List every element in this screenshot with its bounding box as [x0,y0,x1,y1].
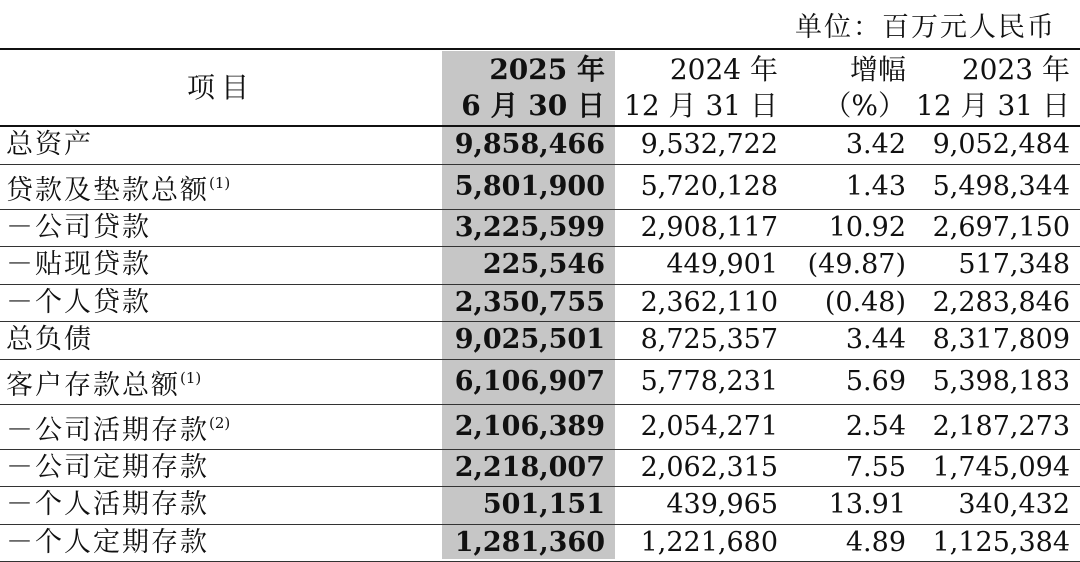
cell-2024-dec-31: 9,532,722 [640,129,778,161]
header-2025-line2: 6 月 30 日 [461,88,605,122]
cell-change-pct: 3.44 [845,324,906,356]
cell-2023-dec-31: 2,283,846 [932,286,1070,318]
header-2023-dec-31 [916,49,1080,126]
row-label [0,164,442,209]
unit-label: 单位：百万元人民币 [795,12,1056,43]
table-row [0,404,1080,449]
table-row [0,284,1080,322]
cell-2023-dec-31: 2,187,273 [932,410,1070,442]
cell-2024-dec-31: 2,062,315 [640,451,778,483]
cell-2023-dec-31: 340,432 [958,489,1070,521]
cell-2025-jun-30: 9,858,466 [454,129,605,161]
cell-2023-dec-31: 517,348 [958,249,1070,281]
cell-2025-jun-30: 2,106,389 [454,410,605,442]
cell-change-pct: (49.87) [807,249,906,281]
row-label-text: 总资产 [6,129,93,161]
cell-2025-jun-30: 3,225,599 [454,211,605,243]
header-2025-jun-30 [442,49,615,126]
cell-2023-dec-31: 8,317,809 [932,324,1070,356]
header-change-line1: 增幅 [849,52,906,86]
row-label [0,126,442,164]
row-label-text: －公司贷款 [6,211,151,243]
header-2023-line1: 2023 年 [961,52,1070,86]
table-row [0,322,1080,360]
financial-summary-table [0,48,1080,562]
cell-2025-jun-30: 225,546 [482,249,605,281]
cell-2024-dec-31: 5,720,128 [640,170,778,202]
cell-2023-dec-31: 1,745,094 [932,451,1070,483]
cell-2024-dec-31: 2,908,117 [640,211,778,243]
table-row [0,359,1080,404]
cell-change-pct: 3.42 [845,129,906,161]
table-row [0,449,1080,487]
table-row [0,487,1080,525]
cell-2024-dec-31: 449,901 [666,249,778,281]
row-label-text: －公司活期存款 [6,414,209,446]
cell-change-pct: 7.55 [845,451,906,483]
cell-2024-dec-31: 8,725,357 [640,324,778,356]
row-label-text: －公司定期存款 [6,451,209,483]
cell-2023-dec-31: 9,052,484 [932,129,1070,161]
row-label-text: 客户存款总额 [6,369,180,401]
cell-2025-jun-30: 2,350,755 [454,286,605,318]
header-2024-dec-31 [615,49,788,126]
row-label-text: －个人贷款 [6,286,151,318]
cell-2024-dec-31: 2,054,271 [640,410,778,442]
cell-2025-jun-30: 9,025,501 [454,324,605,356]
row-label [0,524,442,562]
cell-2024-dec-31: 1,221,680 [640,526,778,558]
header-2025-line1: 2025 年 [489,52,605,86]
cell-2023-dec-31: 1,125,384 [932,526,1070,558]
cell-2023-dec-31: 2,697,150 [932,211,1070,243]
cell-change-pct: 13.91 [828,489,906,521]
row-label-text: －个人定期存款 [6,526,209,558]
cell-2023-dec-31: 5,398,183 [932,365,1070,397]
header-2024-line2: 12 月 31 日 [624,88,778,122]
header-2024-line1: 2024 年 [669,52,778,86]
row-label-text: －个人活期存款 [6,489,209,521]
row-label [0,404,442,449]
cell-2025-jun-30: 2,218,007 [454,451,605,483]
table-row [0,209,1080,247]
header-change-line2: （%） [823,88,906,122]
table-row [0,164,1080,209]
row-label [0,487,442,525]
cell-change-pct: 5.69 [845,365,906,397]
header-change-pct [788,49,916,126]
cell-2025-jun-30: 1,281,360 [454,526,605,558]
cell-2024-dec-31: 2,362,110 [640,286,778,318]
cell-change-pct: 2.54 [845,410,906,442]
cell-2024-dec-31: 439,965 [666,489,778,521]
cell-2023-dec-31: 5,498,344 [932,170,1070,202]
footnote-marker: (1) [209,173,231,192]
header-item: 项目 [186,70,255,104]
cell-2024-dec-31: 5,778,231 [640,365,778,397]
row-label [0,449,442,487]
footnote-marker: (1) [180,368,202,387]
cell-change-pct: (0.48) [824,286,906,318]
row-label [0,359,442,404]
footnote-marker: (2) [209,413,231,432]
row-label-text: 贷款及垫款总额 [6,174,209,206]
row-label [0,322,442,360]
row-label [0,284,442,322]
table-row [0,247,1080,285]
table-row [0,524,1080,562]
cell-2025-jun-30: 5,801,900 [454,170,605,202]
cell-change-pct: 10.92 [828,211,906,243]
row-label [0,209,442,247]
cell-2025-jun-30: 501,151 [482,489,605,521]
table-header-row [0,49,1080,126]
header-2023-line2: 12 月 31 日 [916,88,1070,122]
table-row [0,126,1080,164]
cell-change-pct: 4.89 [845,526,906,558]
row-label [0,247,442,285]
cell-change-pct: 1.43 [845,170,906,202]
row-label-text: －贴现贷款 [6,249,151,281]
row-label-text: 总负债 [6,324,93,356]
cell-2025-jun-30: 6,106,907 [454,365,605,397]
